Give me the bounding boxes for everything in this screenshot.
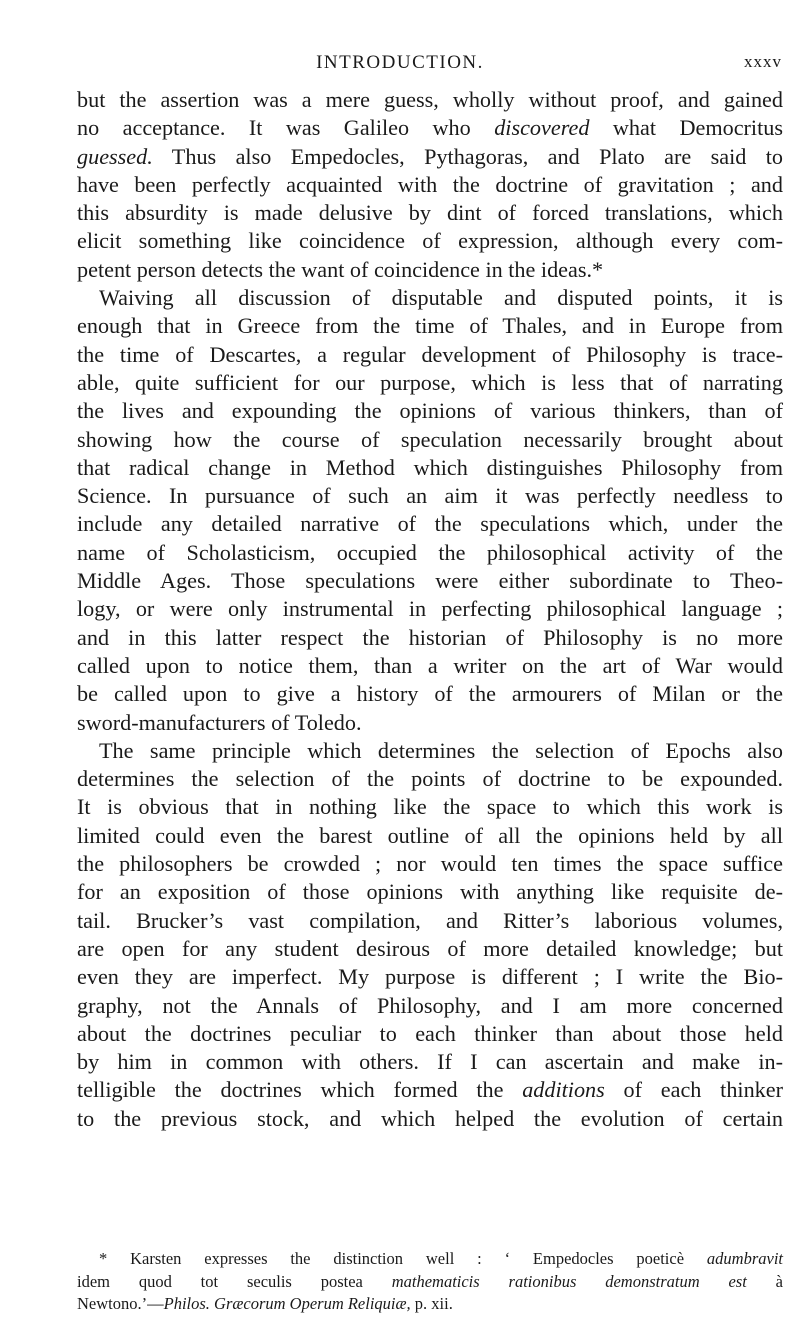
paragraph-start: Waiving all discussion of disputable and disputed points, it is	[99, 285, 783, 311]
text-line: Science. In pursuance of such an aim it was perfectly needless to	[77, 483, 783, 509]
text-line: name of Scholasticism, occupied the philosophical activity of the	[77, 539, 783, 565]
text-line: no acceptance. It was Galileo who discovered what Democritus	[77, 115, 783, 141]
text-line: include any detailed narrative of the speculations which, under the	[77, 511, 783, 537]
text-line: It is obvious that in nothing like the space to which this work is	[77, 794, 783, 820]
page-header	[0, 52, 800, 82]
emphasis: adumbravit	[706, 1249, 783, 1268]
text-line: for an exposition of those opinions with anything like requisite de-	[77, 879, 783, 905]
text-line: petent person detects the want of coincidence in the ideas.*	[77, 256, 604, 282]
body-text	[77, 86, 783, 1133]
text-line: elicit something like coincidence of expression, although every com-	[77, 228, 783, 254]
text-line: showing how the course of speculation necessarily brought about	[77, 426, 783, 452]
footnote-line: Newtono.’—Philos. Græcorum Operum Reliquiæ, p. xii.	[77, 1294, 453, 1313]
emphasis: discovered	[494, 115, 590, 141]
text-line: limited could even the barest outline of all the opinions held by all	[77, 822, 783, 848]
text-line: the philosophers be crowded ; nor would ten times the space suffice	[77, 851, 783, 877]
paragraph-start: The same principle which determines the selection of Epochs also	[99, 737, 783, 763]
emphasis: guessed.	[77, 143, 153, 169]
emphasis: mathematicis rationibus demonstratum est	[391, 1271, 747, 1291]
footnote	[77, 1248, 783, 1316]
page-number: xxxv	[744, 52, 782, 71]
text-line: and in this latter respect the historian of Philosophy is no more	[77, 624, 783, 650]
text-line: called upon to notice them, than a writer on the art of War would	[77, 652, 783, 678]
footnote-line: idem quod tot seculis postea mathematicis rationibus demonstratum est à	[77, 1271, 783, 1291]
text-line: logy, or were only instrumental in perfecting philosophical language ;	[77, 596, 783, 622]
text-line: even they are imperfect. My purpose is different ; I write the Bio-	[77, 964, 783, 990]
text-line: determines the selection of the points of doctrine to be expounded.	[77, 766, 783, 792]
text-line: but the assertion was a mere guess, wholly without proof, and gained	[77, 87, 783, 112]
text-line: this absurdity is made delusive by dint of forced translations, which	[77, 200, 783, 226]
text-line: able, quite sufficient for our purpose, which is less that of narrating	[77, 369, 783, 395]
text-line: tail. Brucker’s vast compilation, and Ritter’s laborious volumes,	[77, 907, 783, 933]
text-line: are open for any student desirous of more detailed knowledge; but	[77, 935, 783, 961]
text-line: the lives and expounding the opinions of various thinkers, than of	[77, 398, 783, 424]
text-line: to the previous stock, and which helped the evolution of certain	[77, 1105, 783, 1131]
running-head: INTRODUCTION.	[316, 52, 484, 73]
text-line: graphy, not the Annals of Philosophy, and I am more concerned	[77, 992, 783, 1018]
footnote-line: * Karsten expresses the distinction well : ‘ Empedocles poeticè adumbravit	[99, 1249, 783, 1268]
text-line: telligible the doctrines which formed the additions of each thinker	[77, 1077, 783, 1103]
text-line: by him in common with others. If I can ascertain and make in-	[77, 1049, 783, 1075]
text-line: have been perfectly acquainted with the doctrine of gravitation ; and	[77, 171, 783, 197]
citation: Philos. Græcorum Operum Reliquiæ,	[163, 1294, 411, 1313]
text-line: sword-manufacturers of Toledo.	[77, 709, 362, 735]
text-line: the time of Descartes, a regular development of Philosophy is trace-	[77, 341, 783, 367]
emphasis: additions	[522, 1077, 605, 1103]
text-line: Middle Ages. Those speculations were either subordinate to Theo-	[77, 568, 783, 594]
text-line: about the doctrines peculiar to each thinker than about those held	[77, 1020, 783, 1046]
text-line: guessed. Thus also Empedocles, Pythagoras, and Plato are said to	[77, 143, 783, 169]
text-line: enough that in Greece from the time of Thales, and in Europe from	[77, 313, 783, 339]
text-line: be called upon to give a history of the armourers of Milan or the	[77, 681, 783, 707]
text-line: that radical change in Method which distinguishes Philosophy from	[77, 454, 783, 480]
